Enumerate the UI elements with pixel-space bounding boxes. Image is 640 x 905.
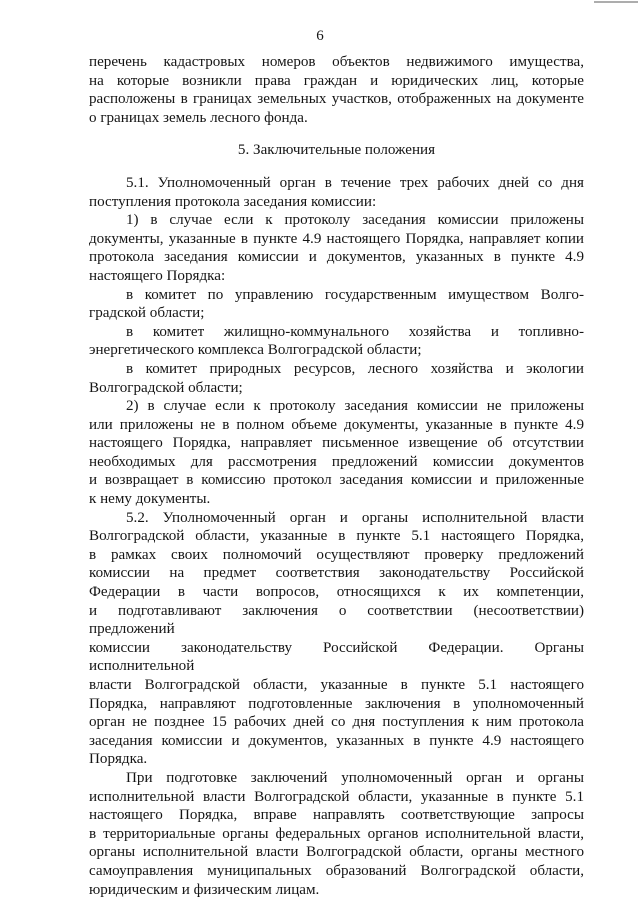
text-line: 5.1. Уполномоченный орган в течение трех рабочих дней со дня: [126, 174, 584, 191]
recipient-natural-resources-committee: [89, 360, 584, 397]
text-line: в рамках своих полномочий осуществляют проверку предложений: [89, 546, 584, 563]
text-line: Волгоградской области;: [89, 379, 243, 396]
text-line: или приложены не в полном объеме документы, указанные в пункте 4.9: [89, 416, 584, 433]
text-line: перечень кадастровых номеров объектов недвижимого имущества,: [89, 54, 584, 70]
text-line: в территориальные органы федеральных органов исполнительной власти,: [89, 825, 584, 842]
text-line: и подготавливают заключения о соответствии (несоответствии) предложений: [89, 602, 584, 638]
text-line: При подготовке заключений уполномоченный орган и органы: [126, 769, 584, 786]
page-number: 6: [316, 28, 324, 44]
text-line: и возвращает в комиссию протокол заседания комиссии и приложенные: [89, 472, 584, 489]
text-line: заседания комиссии и документов, указанных в пункте 4.9 настоящего: [89, 732, 584, 749]
text-line: в комитет по управлению государственным имуществом Волго-: [126, 286, 584, 303]
text-line: Порядка, направляют подготовленные заключения в уполномоченный: [89, 695, 584, 712]
text-line: расположены в границах земельных участков, отображенных на документе: [89, 91, 584, 108]
text-line: о границах земель лесного фонда.: [89, 109, 308, 126]
scan-corner-mark: [594, 1, 638, 13]
text-line: самоуправления муниципальных образований Волгоградской области,: [89, 862, 584, 879]
text-line: органы исполнительной власти Волгоградской области, органы местного: [89, 844, 584, 861]
text-line: 5.2. Уполномоченный орган и органы исполнительной власти: [126, 509, 584, 526]
text-line: 1) в случае если к протоколу заседания комиссии приложены: [126, 212, 584, 229]
paragraph-5-1: [89, 174, 584, 211]
text-line: к нему документы.: [89, 491, 211, 508]
text-line: настоящего Порядка, направляет письменное извещение об отсутствии: [89, 435, 584, 452]
document-body: [89, 53, 584, 899]
text-line: 2) в случае если к протоколу заседания комиссии не приложены: [126, 398, 584, 415]
text-line: юридическим и физическим лицам.: [89, 881, 320, 898]
text-line: документы, указанные в пункте 4.9 настоящего Порядка, направляет копии: [89, 230, 584, 247]
text-line: настоящего Порядка, вправе направлять соответствующие запросы: [89, 807, 584, 824]
text-line: власти Волгоградской области, указанные в пункте 5.1 настоящего: [89, 677, 584, 693]
text-line: Волгоградской области, указанные в пункте 5.1 настоящего Порядка,: [89, 528, 584, 545]
paragraph-5-2: [89, 509, 584, 769]
section-title: 5. Заключительные положения: [237, 142, 436, 159]
text-line: орган не позднее 15 рабочих дней со дня поступления к ним протокола: [89, 714, 584, 731]
text-line: на которые возникли права граждан и юридических лиц, которые: [89, 72, 584, 89]
recipient-housing-committee: [89, 323, 584, 360]
text-line: в комитет жилищно-коммунального хозяйства и топливно-: [126, 323, 584, 340]
text-line: Порядка.: [89, 751, 148, 768]
text-line: комиссии на предмет соответствия законодательству Российской: [89, 565, 584, 582]
text-line: исполнительной власти Волгоградской области, указанные в пункте 5.1: [89, 788, 584, 805]
text-line: градской области;: [89, 305, 205, 322]
text-line: Федерации в части вопросов, относящихся к их компетенции,: [89, 584, 584, 601]
intro-paragraph: [89, 53, 584, 127]
text-line: настоящего Порядка:: [89, 267, 226, 284]
item-2-paragraph: [89, 397, 584, 509]
text-line: энергетического комплекса Волгоградской области;: [89, 342, 422, 359]
text-line: в комитет природных ресурсов, лесного хозяйства и экологии: [126, 360, 584, 377]
recipient-property-committee: [89, 286, 584, 323]
text-line: комиссии законодательству Российской Федерации. Органы исполнительной: [89, 639, 584, 675]
text-line: необходимых для рассмотрения предложений комиссии документов: [89, 453, 584, 470]
final-paragraph: [89, 769, 584, 899]
item-1-paragraph: [89, 211, 584, 285]
text-line: поступления протокола заседания комиссии:: [89, 193, 377, 210]
text-line: протокола заседания комиссии и документов, указанных в пункте 4.9: [89, 249, 584, 266]
